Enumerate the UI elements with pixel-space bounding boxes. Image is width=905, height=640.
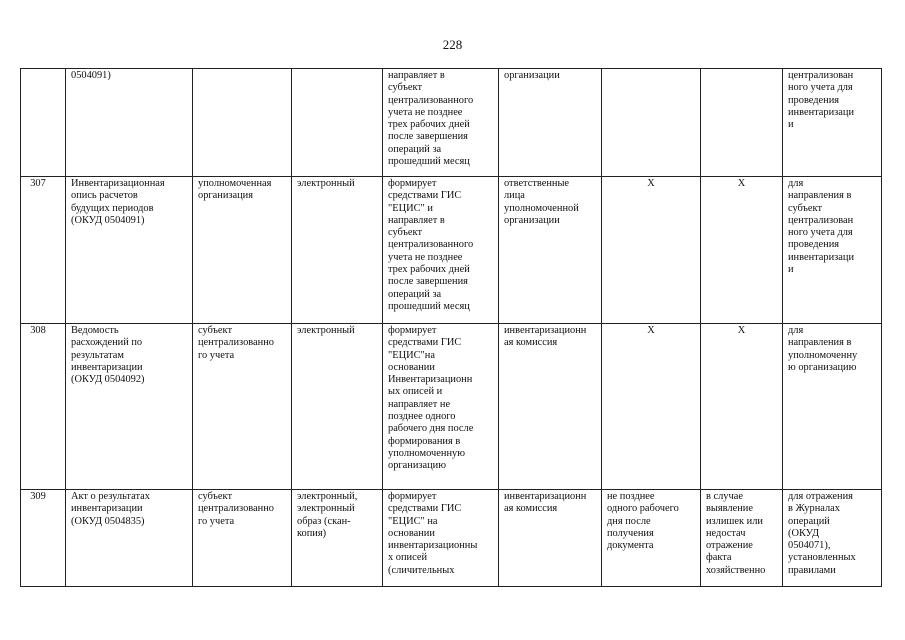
signers-cell: инвентаризационн ая комиссия <box>499 490 602 587</box>
format-cell <box>292 69 383 177</box>
correction-cell: в случае выявление излишек или недостач отражение факта хозяйственно <box>701 490 783 587</box>
document-name-cell: Акт о результатах инвентаризации (ОКУД 0504835) <box>66 490 193 587</box>
document-name-cell: Ведомость расхождений по результатам инвентаризации (ОКУД 0504092) <box>66 324 193 490</box>
deadline-cell: X <box>602 324 701 490</box>
deadline-cell <box>602 69 701 177</box>
format-cell: электронный <box>292 177 383 324</box>
responsible-cell: субъект централизованно го учета <box>193 490 292 587</box>
purpose-cell: для отражения в Журналах операций (ОКУД 0504071), установленных правилами <box>783 490 882 587</box>
purpose-cell: для направления в субъект централизован ного учета для проведения инвентаризаци и <box>783 177 882 324</box>
document-table <box>20 68 882 587</box>
deadline-cell: X <box>602 177 701 324</box>
correction-cell <box>701 69 783 177</box>
purpose-cell: централизован ного учета для проведения инвентаризаци и <box>783 69 882 177</box>
format-cell: электронный <box>292 324 383 490</box>
procedure-cell: направляет в субъект централизованного учета не позднее трех рабочих дней после завершения операций за прошедший месяц <box>383 69 499 177</box>
table-row <box>21 490 882 587</box>
row-number-cell: 307 <box>21 177 66 324</box>
procedure-cell: формирует средствами ГИС "ЕЦИС"на основании Инвентаризационн ых описей и направляет не позднее одного рабочего дня после формирования в уполномоченную организацию <box>383 324 499 490</box>
responsible-cell: субъект централизованно го учета <box>193 324 292 490</box>
signers-cell: инвентаризационн ая комиссия <box>499 324 602 490</box>
page-number: 228 <box>442 37 463 52</box>
responsible-cell <box>193 69 292 177</box>
format-cell: электронный, электронный образ (скан- копия) <box>292 490 383 587</box>
correction-cell: X <box>701 324 783 490</box>
document-name-cell: Инвентаризационная опись расчетов будущих периодов (ОКУД 0504091) <box>66 177 193 324</box>
responsible-cell: уполномоченная организация <box>193 177 292 324</box>
signers-cell: организации <box>499 69 602 177</box>
procedure-cell: формирует средствами ГИС "ЕЦИС" и направляет в субъект централизованного учета не позднее трех рабочих дней после завершения операций за прошедший месяц <box>383 177 499 324</box>
table-row <box>21 177 882 324</box>
table-row <box>21 324 882 490</box>
document-name-cell: 0504091) <box>66 69 193 177</box>
purpose-cell: для направления в уполномоченну ю организацию <box>783 324 882 490</box>
deadline-cell: не позднее одного рабочего дня после получения документа <box>602 490 701 587</box>
row-number-cell <box>21 69 66 177</box>
table-row <box>21 69 882 177</box>
signers-cell: ответственные лица уполномоченной организации <box>499 177 602 324</box>
correction-cell: X <box>701 177 783 324</box>
procedure-cell: формирует средствами ГИС "ЕЦИС" на основании инвентаризационны х описей (сличительных <box>383 490 499 587</box>
row-number-cell: 308 <box>21 324 66 490</box>
row-number-cell: 309 <box>21 490 66 587</box>
